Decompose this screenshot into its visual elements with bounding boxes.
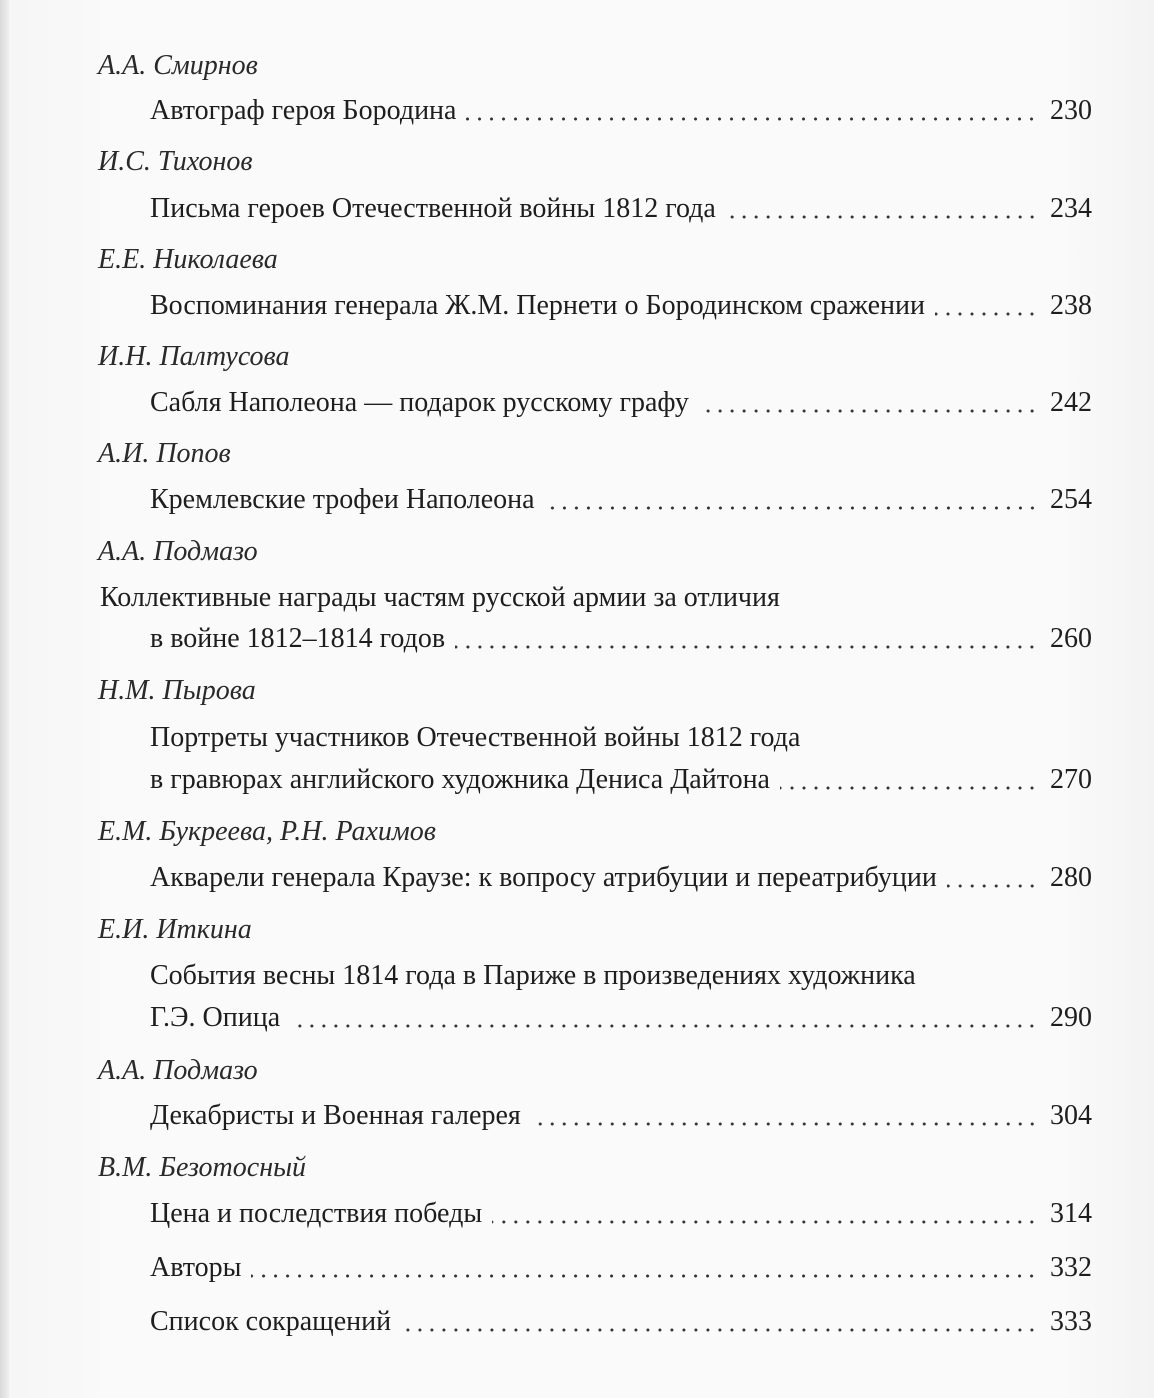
toc-page-number: 254	[1050, 484, 1092, 515]
dot-leader	[290, 1022, 1038, 1030]
toc-title-line[interactable]: Коллективные награды частям русской армии за отличия	[100, 582, 780, 613]
toc-title: в войне 1812–1814 годов	[150, 623, 446, 654]
toc-author: И.С. Тихонов	[98, 146, 253, 177]
toc-entry[interactable]	[150, 89, 1092, 133]
toc-author: Е.Е. Николаева	[98, 244, 278, 275]
toc-author: А.А. Подмазо	[98, 536, 258, 567]
toc-title: Цена и последствия победы	[150, 1198, 483, 1229]
dot-leader	[466, 115, 1038, 123]
dot-leader	[251, 1272, 1038, 1280]
toc-title: Сабля Наполеона — подарок русскому графу	[150, 387, 689, 418]
toc-entry-authors[interactable]	[150, 1246, 1092, 1290]
toc-entry[interactable]	[150, 758, 1092, 802]
toc-author: Е.М. Букреева, Р.Н. Рахимов	[98, 816, 436, 847]
toc-page-number: 242	[1050, 387, 1092, 418]
toc-author: А.А. Смирнов	[98, 50, 258, 81]
toc-page-number: 314	[1050, 1198, 1092, 1229]
toc-title: Авторы	[150, 1252, 242, 1283]
toc-entry[interactable]	[150, 856, 1092, 900]
toc-page-number: 332	[1050, 1252, 1092, 1283]
toc-entry[interactable]	[150, 996, 1092, 1040]
toc-author: Н.М. Пырова	[98, 675, 256, 706]
toc-title: Декабристы и Военная галерея	[150, 1100, 521, 1131]
toc-entry[interactable]	[150, 187, 1092, 231]
toc-author: А.И. Попов	[98, 438, 231, 469]
toc-author: А.А. Подмазо	[98, 1055, 258, 1086]
page-edge-shadow	[0, 0, 9, 1398]
toc-page-number: 270	[1050, 764, 1092, 795]
toc-entry[interactable]	[150, 381, 1092, 425]
dot-leader	[455, 643, 1038, 651]
toc-title: Письма героев Отечественной войны 1812 года	[150, 193, 716, 224]
toc-entry[interactable]	[150, 284, 1092, 328]
toc-title: Кремлевские трофеи Наполеона	[150, 484, 535, 515]
toc-entry[interactable]	[150, 617, 1092, 661]
dot-leader	[545, 504, 1038, 512]
dot-leader	[401, 1326, 1038, 1334]
dot-leader	[699, 407, 1038, 415]
toc-page-number: 290	[1050, 1002, 1092, 1033]
toc-author: Е.И. Иткина	[98, 914, 252, 945]
toc-entry[interactable]	[150, 1094, 1092, 1138]
toc-page-number: 260	[1050, 623, 1092, 654]
dot-leader	[947, 882, 1038, 890]
toc-page-number: 230	[1050, 95, 1092, 126]
dot-leader	[726, 213, 1038, 221]
dot-leader	[531, 1120, 1038, 1128]
toc-title: Автограф героя Бородина	[150, 95, 457, 126]
toc-author: И.Н. Палтусова	[98, 341, 290, 372]
toc-title: в гравюрах английского художника Дениса Дайтона	[150, 764, 770, 795]
toc-page-number: 280	[1050, 862, 1092, 893]
toc-page-number: 234	[1050, 193, 1092, 224]
dot-leader	[492, 1218, 1038, 1226]
toc-entry-abbreviations[interactable]	[150, 1300, 1092, 1344]
toc-title-line[interactable]: События весны 1814 года в Париже в произведениях художника	[150, 960, 916, 991]
toc-title: Воспоминания генерала Ж.М. Пернети о Бородинском сражении	[150, 290, 926, 321]
toc-page-number: 238	[1050, 290, 1092, 321]
toc-title: Список сокращений	[150, 1306, 392, 1337]
dot-leader	[935, 310, 1038, 318]
toc-title-line[interactable]: Портреты участников Отечественной войны 1812 года	[150, 722, 801, 753]
toc-entry[interactable]	[150, 478, 1092, 522]
dot-leader	[780, 784, 1038, 792]
toc-page-number: 304	[1050, 1100, 1092, 1131]
toc-page-number: 333	[1050, 1306, 1092, 1337]
toc-title: Г.Э. Опица	[150, 1002, 281, 1033]
toc-title: Акварели генерала Краузе: к вопросу атрибуции и переатрибуции	[150, 862, 937, 893]
toc-entry[interactable]	[150, 1192, 1092, 1236]
toc-author: В.М. Безотосный	[98, 1152, 307, 1183]
